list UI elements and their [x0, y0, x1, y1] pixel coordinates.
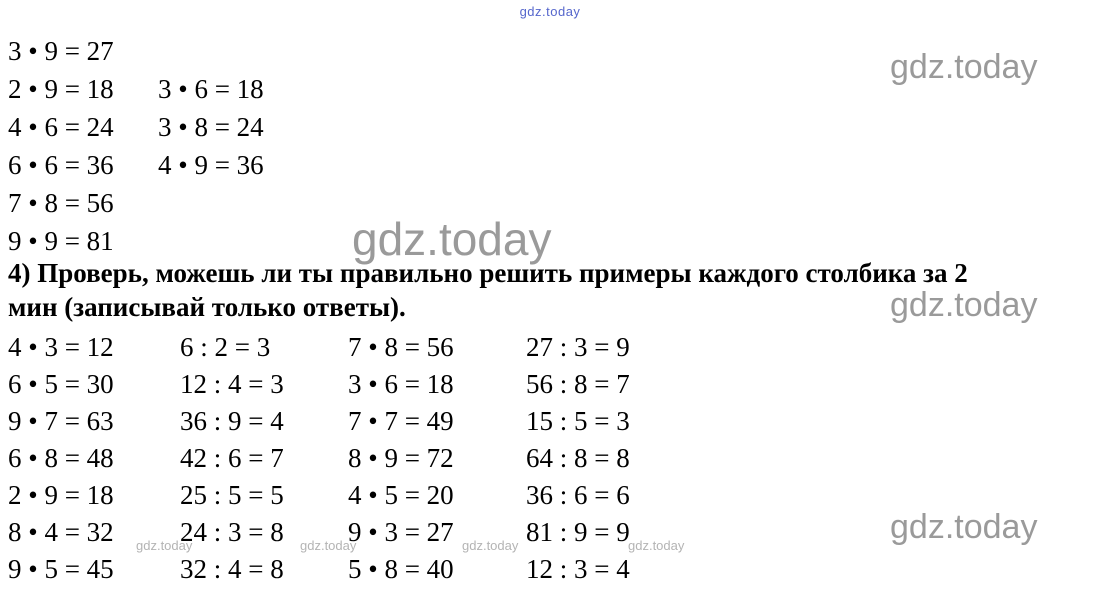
table-cell: 7 • 7 = 49 — [348, 406, 454, 436]
table-cell: 5 • 8 = 40 — [348, 554, 454, 584]
table-cell: 64 : 8 = 8 — [526, 443, 630, 473]
expression-line: 4 • 6 = 24 — [8, 112, 114, 142]
table-cell: 56 : 8 = 7 — [526, 369, 630, 399]
watermark-small-3: gdz.today — [462, 538, 519, 553]
task-paragraph: 4) Проверь, можешь ли ты правильно решить примеры каждого столбика за 2 мин (записывай только ответы). — [8, 258, 968, 322]
expression-line: 4 • 9 = 36 — [158, 150, 264, 180]
table-row — [8, 554, 1068, 591]
expression-line: 9 • 9 = 81 — [8, 226, 114, 256]
watermark-large-1: gdz.today — [890, 48, 1038, 86]
table-cell: 7 • 8 = 56 — [348, 332, 454, 362]
table-row — [8, 332, 1068, 369]
table-cell: 3 • 6 = 18 — [348, 369, 454, 399]
watermark-small-2: gdz.today — [300, 538, 357, 553]
table-row — [8, 480, 1068, 517]
watermark-large-2: gdz.today — [352, 213, 552, 265]
table-cell: 4 • 5 = 20 — [348, 480, 454, 510]
expression-line: 3 • 6 = 18 — [158, 74, 264, 104]
watermark-large-3: gdz.today — [890, 286, 1038, 324]
expression-line: 7 • 8 = 56 — [8, 188, 114, 218]
table-row — [8, 369, 1068, 406]
table-row — [8, 517, 1068, 554]
table-cell: 8 • 9 = 72 — [348, 443, 454, 473]
table-cell: 42 : 6 = 7 — [180, 443, 284, 473]
watermark-large-4: gdz.today — [890, 508, 1038, 546]
table-cell: 2 • 9 = 18 — [8, 480, 114, 510]
table-row — [8, 406, 1068, 443]
table-cell: 6 • 8 = 48 — [8, 443, 114, 473]
table-cell: 24 : 3 = 8 — [180, 517, 284, 547]
table-cell: 81 : 9 = 9 — [526, 517, 630, 547]
table-cell: 36 : 9 = 4 — [180, 406, 284, 436]
table-cell: 6 : 2 = 3 — [180, 332, 271, 362]
table-cell: 9 • 3 = 27 — [348, 517, 454, 547]
table-cell: 8 • 4 = 32 — [8, 517, 114, 547]
table-cell: 9 • 7 = 63 — [8, 406, 114, 436]
expression-line: 3 • 8 = 24 — [158, 112, 264, 142]
table-cell: 15 : 5 = 3 — [526, 406, 630, 436]
table-cell: 9 • 5 = 45 — [8, 554, 114, 584]
table-cell: 36 : 6 = 6 — [526, 480, 630, 510]
examples-table — [8, 332, 1068, 591]
table-cell: 25 : 5 = 5 — [180, 480, 284, 510]
table-cell: 12 : 3 = 4 — [526, 554, 630, 584]
expression-line: 2 • 9 = 18 — [8, 74, 114, 104]
table-cell: 12 : 4 = 3 — [180, 369, 284, 399]
expression-line: 6 • 6 = 36 — [8, 150, 114, 180]
watermark-top: gdz.today — [519, 4, 581, 19]
expression-line: 3 • 9 = 27 — [8, 36, 114, 66]
table-cell: 6 • 5 = 30 — [8, 369, 114, 399]
table-cell: 32 : 4 = 8 — [180, 554, 284, 584]
table-cell: 27 : 3 = 9 — [526, 332, 630, 362]
table-row — [8, 443, 1068, 480]
watermark-small-4: gdz.today — [628, 538, 685, 553]
table-cell: 4 • 3 = 12 — [8, 332, 114, 362]
watermark-small-1: gdz.today — [136, 538, 193, 553]
